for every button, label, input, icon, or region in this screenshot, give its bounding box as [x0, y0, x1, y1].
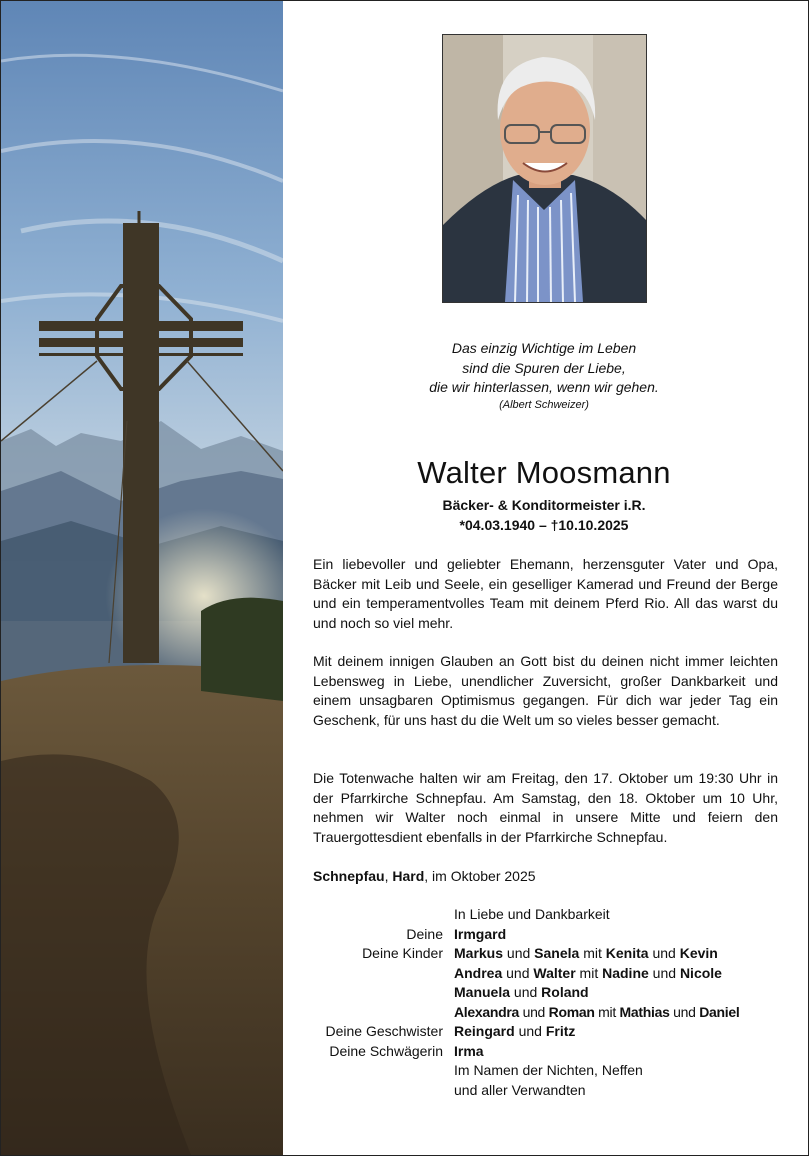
- quote-line: Das einzig Wichtige im Leben: [451, 340, 637, 356]
- family-row: [313, 1042, 783, 1062]
- family-row: [313, 905, 783, 925]
- quote-author: (Albert Schweizer): [499, 398, 589, 411]
- family-name: Mathias: [619, 1003, 670, 1020]
- connector: mit: [575, 964, 603, 981]
- separator: ,: [384, 868, 393, 884]
- connector: und: [503, 945, 535, 961]
- family-row: [313, 983, 783, 1003]
- connector: und: [648, 945, 680, 961]
- family-name: Markus: [454, 945, 504, 961]
- deceased-profession: Bäcker- & Konditormeister i.R.: [442, 497, 646, 513]
- connector: mit: [579, 945, 606, 961]
- family-name: Roman: [548, 1003, 595, 1020]
- family-row: [313, 1081, 783, 1101]
- quote-line: die wir hinterlassen, wenn wir gehen.: [429, 379, 659, 395]
- quote-line: sind die Spuren der Liebe,: [462, 359, 626, 376]
- family-name: Kenita: [605, 945, 649, 961]
- connector: und: [502, 964, 534, 981]
- family-name: Reingard: [454, 1023, 515, 1039]
- family-row: [313, 1022, 783, 1042]
- family-name: Nicole: [679, 964, 722, 981]
- family-closing: und aller Verwandten: [454, 1081, 586, 1098]
- connector: mit: [594, 1003, 620, 1020]
- family-role: Deine Kinder: [362, 945, 443, 961]
- connector: und: [669, 1003, 700, 1020]
- family-name: Irmgard: [454, 925, 507, 942]
- place-date: [313, 866, 536, 886]
- family-intro: In Liebe und Dankbarkeit: [454, 906, 610, 922]
- deceased-name: Walter Moosmann: [417, 455, 671, 490]
- family-list: [313, 905, 783, 1100]
- service-paragraph: Die Totenwache halten wir am Freitag, den 17. Oktober um 19:30 Uhr in der Pfarrkirche Schnepfau. Am Samstag, den 18. Oktober um 10 Uhr, nehmen wir Walter noch einmal in unsere Mitte und feiern den Trauergottesdient ebenfalls in der Pfarrkirche Schnepfau.: [313, 770, 778, 846]
- place-town: Schnepfau: [313, 868, 385, 884]
- family-role: Deine: [406, 925, 443, 942]
- family-row: [313, 1061, 783, 1081]
- connector: und: [648, 964, 680, 981]
- connector: und: [519, 1003, 549, 1020]
- family-role: Deine Geschwister: [325, 1023, 443, 1039]
- family-name: Sanela: [534, 945, 580, 961]
- family-name: Andrea: [454, 964, 503, 981]
- family-role: Deine Schwägerin: [329, 1042, 443, 1059]
- family-name: Manuela: [454, 984, 511, 1000]
- deceased-subtitle: [301, 495, 787, 535]
- connector: und: [514, 1023, 546, 1039]
- mountain-summit-cross-photo: [1, 1, 283, 1155]
- family-row: [313, 925, 783, 945]
- place-date-text: , im Oktober 2025: [424, 868, 536, 884]
- portrait-photo: [442, 34, 647, 303]
- deceased-dates: *04.03.1940 – †10.10.2025: [459, 517, 629, 533]
- family-name: Kevin: [679, 945, 718, 961]
- family-name: Walter: [533, 964, 576, 981]
- family-name: Fritz: [545, 1023, 576, 1039]
- family-name: Alexandra: [454, 1003, 519, 1020]
- family-closing: Im Namen der Nichten, Neffen: [454, 1062, 643, 1078]
- family-name: Daniel: [699, 1003, 740, 1020]
- quote: [301, 339, 787, 413]
- family-row: [313, 1003, 783, 1023]
- tribute-paragraph: Ein liebevoller und geliebter Ehemann, herzensguter Vater und Opa, Bäcker mit Leib und Seele, ein geselliger Kamerad und Freund der Berge und ein temperamentvolles Team mit deinem Pferd Rio. All das warst du und noch so viel mehr.: [313, 556, 778, 632]
- family-name: Irma: [454, 1042, 484, 1059]
- family-row: [313, 944, 783, 964]
- family-name: Roland: [541, 984, 589, 1000]
- tribute-paragraph: Mit deinem innigen Glauben an Gott bist du deinen nicht immer leichten Lebensweg in Liebe, unendlicher Zuversicht, großer Dankbarkeit und einem unsagbaren Optimismus gegangen. Für dich war jeder Tag ein Geschenk, für uns hast du die Welt um so vieles besser gemacht.: [313, 653, 778, 729]
- place-town: Hard: [392, 868, 425, 884]
- connector: und: [510, 984, 542, 1000]
- family-name: Nadine: [602, 964, 649, 981]
- family-row: [313, 964, 783, 984]
